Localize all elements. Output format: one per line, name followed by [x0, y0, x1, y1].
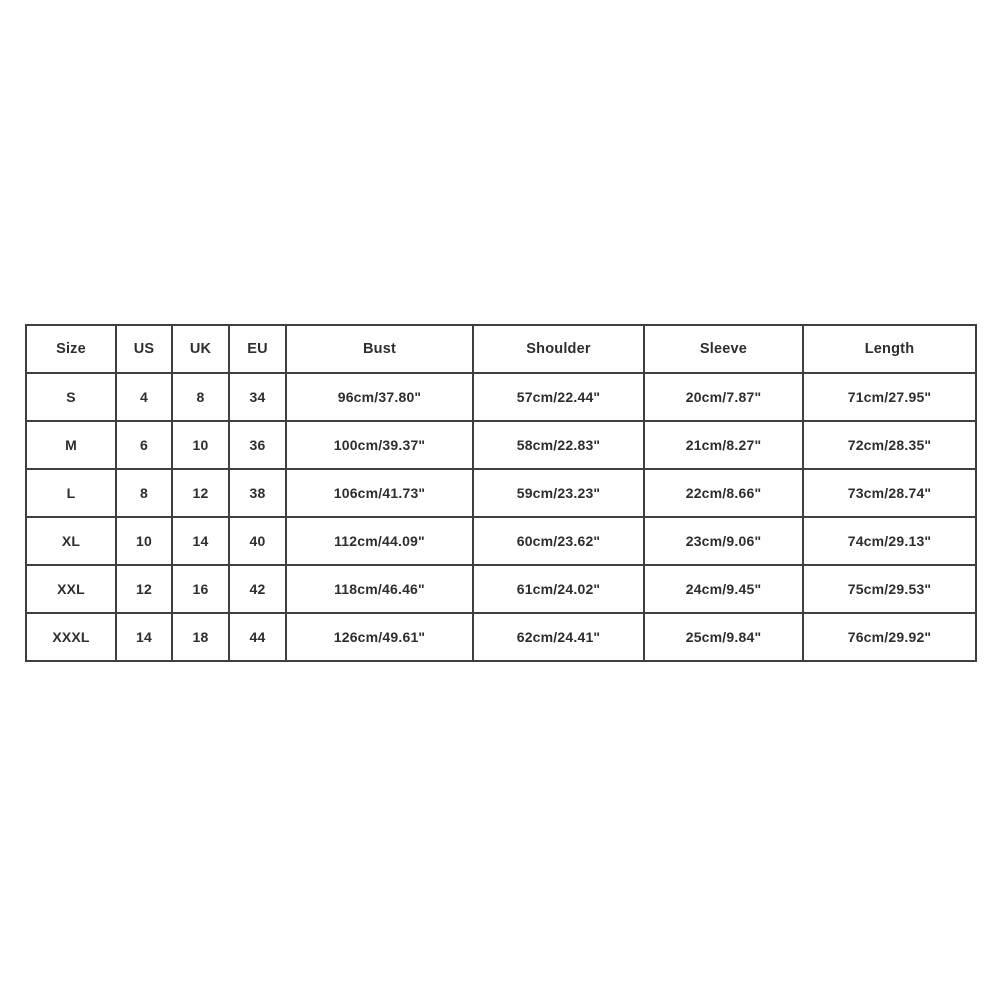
table-cell-bust: 118cm/46.46": [286, 565, 473, 613]
column-header-shoulder: Shoulder: [473, 325, 644, 373]
table-cell-uk: 12: [172, 469, 229, 517]
table-cell-sleeve: 21cm/8.27": [644, 421, 803, 469]
column-header-us: US: [116, 325, 172, 373]
table-cell-length: 76cm/29.92": [803, 613, 976, 661]
table-cell-length: 75cm/29.53": [803, 565, 976, 613]
table-cell-size: M: [26, 421, 116, 469]
table-cell-shoulder: 57cm/22.44": [473, 373, 644, 421]
table-cell-bust: 96cm/37.80": [286, 373, 473, 421]
table-cell-us: 8: [116, 469, 172, 517]
table-cell-eu: 36: [229, 421, 286, 469]
table-cell-size: S: [26, 373, 116, 421]
table-cell-shoulder: 60cm/23.62": [473, 517, 644, 565]
table-row: [26, 613, 976, 661]
table-cell-eu: 34: [229, 373, 286, 421]
table-cell-length: 71cm/27.95": [803, 373, 976, 421]
table-cell-length: 72cm/28.35": [803, 421, 976, 469]
table-cell-bust: 126cm/49.61": [286, 613, 473, 661]
table-cell-shoulder: 61cm/24.02": [473, 565, 644, 613]
table-cell-bust: 112cm/44.09": [286, 517, 473, 565]
table-cell-us: 12: [116, 565, 172, 613]
size-chart-table: [25, 324, 977, 662]
table-row: [26, 469, 976, 517]
table-cell-uk: 14: [172, 517, 229, 565]
table-cell-eu: 40: [229, 517, 286, 565]
column-header-eu: EU: [229, 325, 286, 373]
column-header-size: Size: [26, 325, 116, 373]
table-cell-shoulder: 58cm/22.83": [473, 421, 644, 469]
table-row: [26, 517, 976, 565]
column-header-bust: Bust: [286, 325, 473, 373]
table-cell-uk: 16: [172, 565, 229, 613]
table-cell-sleeve: 22cm/8.66": [644, 469, 803, 517]
column-header-length: Length: [803, 325, 976, 373]
table-row: [26, 421, 976, 469]
table-cell-us: 14: [116, 613, 172, 661]
table-cell-bust: 100cm/39.37": [286, 421, 473, 469]
header-row: [26, 325, 976, 373]
table-row: [26, 565, 976, 613]
column-header-sleeve: Sleeve: [644, 325, 803, 373]
table-cell-uk: 10: [172, 421, 229, 469]
table-cell-sleeve: 25cm/9.84": [644, 613, 803, 661]
table-cell-uk: 8: [172, 373, 229, 421]
table-cell-shoulder: 62cm/24.41": [473, 613, 644, 661]
table-cell-eu: 38: [229, 469, 286, 517]
table-cell-size: L: [26, 469, 116, 517]
column-header-uk: UK: [172, 325, 229, 373]
table-cell-sleeve: 24cm/9.45": [644, 565, 803, 613]
table-cell-uk: 18: [172, 613, 229, 661]
table-cell-size: XL: [26, 517, 116, 565]
size-chart-body: [26, 373, 976, 661]
table-cell-length: 73cm/28.74": [803, 469, 976, 517]
table-cell-size: XXL: [26, 565, 116, 613]
table-cell-sleeve: 20cm/7.87": [644, 373, 803, 421]
table-cell-eu: 42: [229, 565, 286, 613]
table-cell-size: XXXL: [26, 613, 116, 661]
table-cell-us: 4: [116, 373, 172, 421]
table-cell-shoulder: 59cm/23.23": [473, 469, 644, 517]
table-cell-bust: 106cm/41.73": [286, 469, 473, 517]
table-cell-us: 6: [116, 421, 172, 469]
table-row: [26, 373, 976, 421]
table-cell-sleeve: 23cm/9.06": [644, 517, 803, 565]
table-cell-eu: 44: [229, 613, 286, 661]
table-cell-us: 10: [116, 517, 172, 565]
table-cell-length: 74cm/29.13": [803, 517, 976, 565]
